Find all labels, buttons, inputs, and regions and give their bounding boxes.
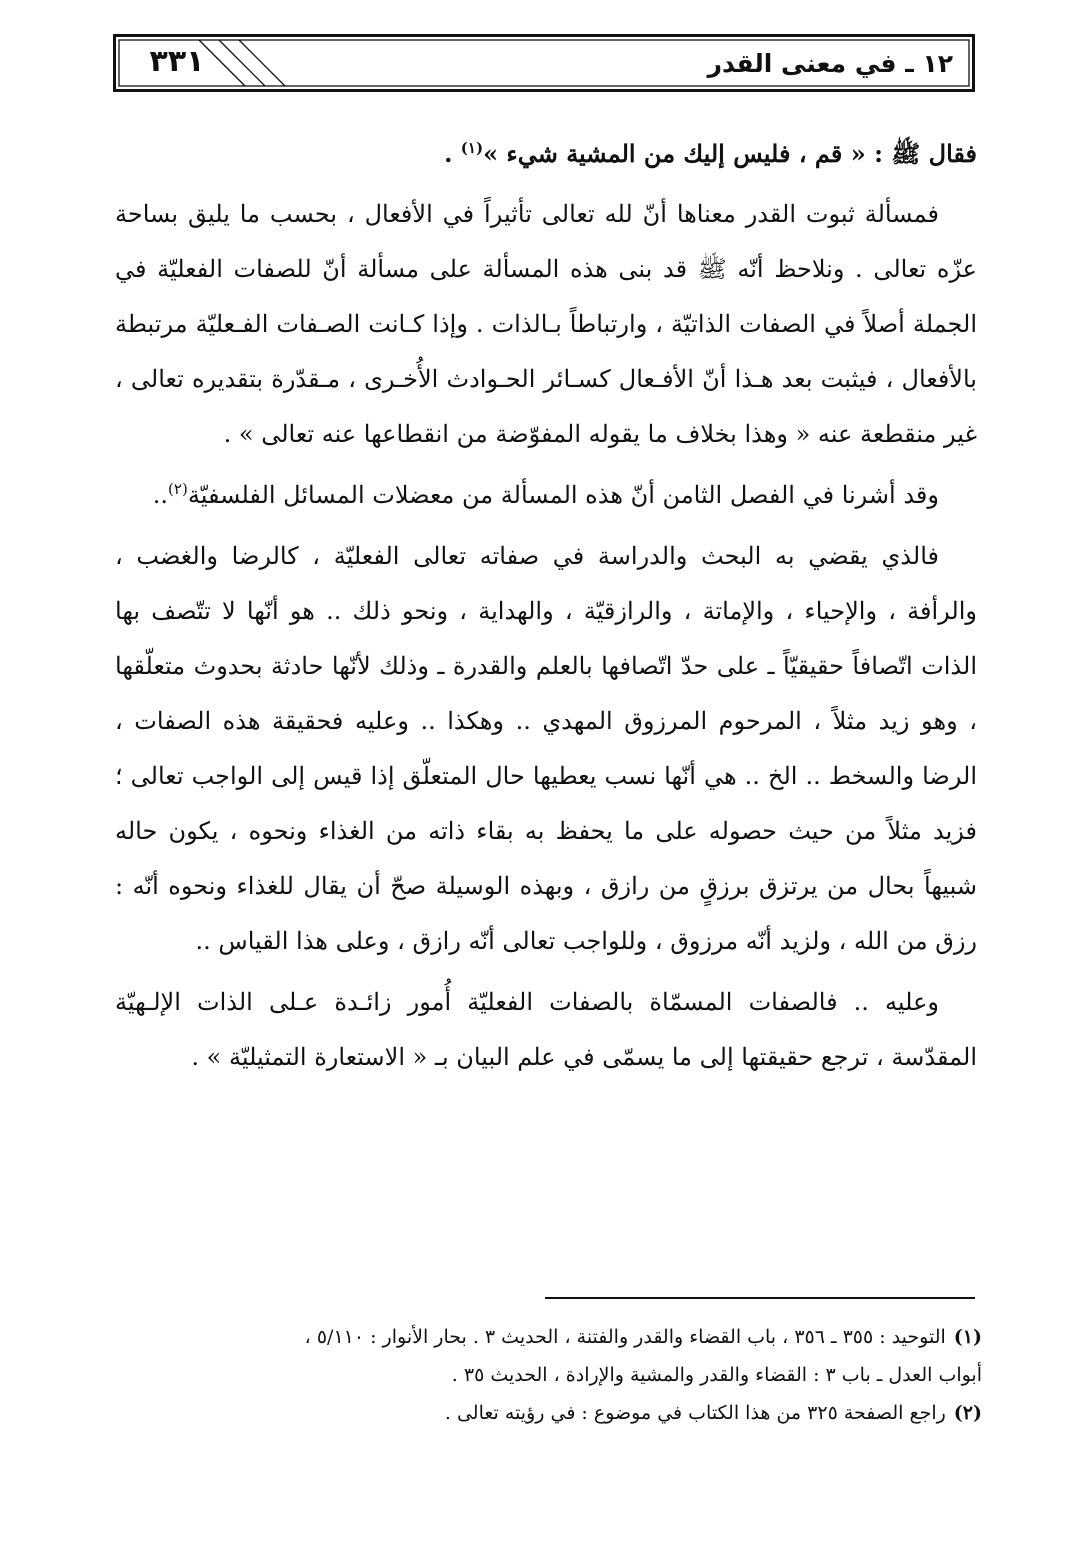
footnote-1-continued: أبواب العدل ـ باب ٣ : القضاء والقدر والمشية والإرادة ، الحديث ٣٥ . — [451, 1364, 982, 1386]
main-text — [115, 126, 977, 1085]
footnote-2-line1: راجع الصفحة ٣٢٥ من هذا الكتاب في موضوع : في رؤيته تعالى . — [444, 1402, 946, 1424]
chapter-title: ١٢ ـ في معنى القدر — [707, 49, 953, 78]
footnote-ref-2[interactable]: (٢) — [168, 480, 188, 498]
paragraph-1: فمسألة ثبوت القدر معناها أنّ لله تعالى تأثيراً في الأفعال ، بحسب ما يليق بساحة عزّه تعالى . ونلاحظ أنّه ﷺ قد بنى هذه المسألة على مسألة أنّ للصفات الفعليّة في الجملة أصلاً في الصفات الذاتيّة ، وارتباطاً بـالذات . وإذا كـانت الصـفات الفـعليّة مرتبطة بالأفعال ، فيثبت بعد هـذا أنّ الأفـعال كسـائر الحـوادث الأُخـرى ، مـقدّرة بتقديره تعالى ، غير منقطعة عنه « وهذا بخلاف ما يقوله المفوّضة من انقطاعها عنه تعالى » . — [115, 200, 977, 448]
footnote-2 — [110, 1394, 982, 1432]
paragraph-3: فالذي يقضي به البحث والدراسة في صفاته تعالى الفعليّة ، كالرضا والغضب ، والرأفة ، والإحياء ، والإماتة ، والرازقيّة ، والهداية ، ونحو ذلك .. هو أنّها لا تتّصف بها الذات اتّصافاً حقيقيّاً ـ على حدّ اتّصافها بالعلم والقدرة ـ وذلك لأنّها حادثة بحدوث متعلّقها ، وهو زيد مثلاً ، المرحوم المرزوق المهدي .. وهكذا .. وعليه فحقيقة هذه الصفات ، الرضا والسخط .. الخ .. هي أنّها نسب يعطيها حال المتعلّق إذا قيس إلى الواجب تعالى ؛ فزيد مثلاً من حيث حصوله على ما يحفظ به بقاء ذاته من الغذاء ونحوه ، يكون حاله شبيهاً بحال من يرتزق برزقٍ من رازق ، وبهذه الوسيلة صحّ أن يقال للغذاء ونحوه أنّه : رزق من الله ، ولزيد أنّه مرزوق ، وللواجب تعالى أنّه رازق ، وعلى هذا القياس .. — [115, 542, 977, 955]
footnote-1-line1: التوحيد : ٣٥٥ ـ ٣٥٦ ، باب القضاء والقدر والفتنة ، الحديث ٣ . بحار الأنوار : ٥/١١٠ ، — [304, 1326, 946, 1348]
paragraph-2 — [115, 468, 977, 523]
footnotes — [110, 1318, 982, 1432]
quote-end: . — [444, 139, 453, 168]
quote-paragraph — [115, 126, 977, 181]
running-header — [113, 34, 975, 92]
paragraph-2-text: وقد أشرنا في الفصل الثامن أنّ هذه المسألة من معضلات المسائل الفلسفيّة — [187, 481, 939, 509]
quote-text: فقال ﷺ : « قم ، فليس إليك من المشية شيء » — [483, 139, 977, 168]
footnote-1-number: (١) — [953, 1326, 982, 1348]
footnote-ref-1[interactable]: (١) — [460, 139, 484, 157]
paragraph-4: وعليه .. فالصفات المسمّاة بالصفات الفعليّة أُمور زائـدة عـلى الذات الإلـهيّة المقدّسة ، ترجع حقيقتها إلى ما يسمّى في علم البيان بـ « الاستعارة التمثيليّة » . — [115, 988, 977, 1071]
footnote-divider — [545, 1297, 975, 1299]
paragraph-2-end: .. — [152, 481, 169, 509]
footnote-2-number: (٢) — [953, 1402, 982, 1424]
page-number: ٣٣١ — [149, 44, 205, 79]
footnote-1 — [110, 1318, 982, 1356]
